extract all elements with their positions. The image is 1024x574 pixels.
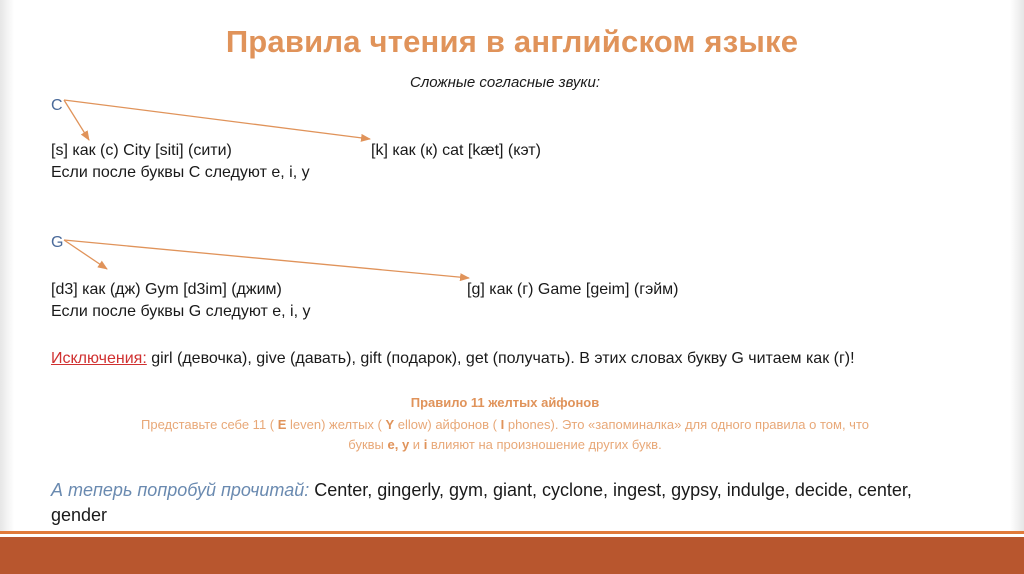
- exceptions-label: Исключения:: [51, 350, 147, 367]
- g-soft-arrow: [64, 240, 107, 269]
- rule-letter-i: I: [500, 417, 505, 432]
- footer-bar: [0, 537, 1024, 574]
- c-soft-sound: [s] как (с) City [siti] (сити): [51, 142, 232, 159]
- rule-text-part: Представьте себе 11 (: [141, 417, 278, 432]
- rule-letter-e: E: [277, 417, 287, 432]
- c-soft-arrow: [64, 100, 89, 140]
- rule-letters-ey: e, y: [387, 437, 410, 452]
- rule-text-part: ellow) айфонов (: [394, 417, 501, 432]
- g-rule: Если после буквы G следуют e, i, y: [51, 303, 311, 320]
- slide-subtitle: Сложные согласные звуки:: [410, 74, 600, 91]
- c-rule: Если после буквы С следуют e, i, y: [51, 164, 310, 181]
- c-hard-sound: [k] как (к) cat [kæt] (кэт): [371, 142, 541, 159]
- practice-lead: А теперь попробуй прочитай:: [51, 480, 310, 500]
- rule-title: Правило 11 желтых айфонов: [410, 395, 600, 410]
- exceptions-text: girl (девочка), give (давать), gift (подарок), get (получать). В этих словах букву G читаем как (г)!: [146, 350, 855, 367]
- rule-text-part: и: [409, 437, 424, 452]
- practice-words: Center, gingerly, gym, giant, cyclone, ingest, gypsy, indulge, decide, center, gender: [51, 480, 912, 525]
- footer-accent-line: [0, 531, 1024, 534]
- rule-text-part: влияют на произношение других букв.: [427, 437, 662, 452]
- letter-g: G: [51, 234, 64, 251]
- g-soft-sound: [d3] как (дж) Gym [d3im] (джим): [51, 281, 282, 298]
- rule-letter-y: Y: [385, 417, 395, 432]
- slide-title: Правила чтения в английском языке: [225, 24, 799, 59]
- rule-text-part: leven) желтых (: [286, 417, 386, 432]
- g-hard-arrow: [64, 240, 469, 278]
- rule-text-part: phones). Это «запоминалка» для одного правила о том, что: [504, 417, 869, 432]
- letter-c: C: [51, 97, 63, 114]
- g-hard-sound: [g] как (г) Game [geim] (гэйм): [467, 281, 679, 298]
- c-hard-arrow: [64, 100, 370, 139]
- rule-letter-i2: i: [423, 437, 428, 452]
- rule-text-part: буквы: [348, 437, 388, 452]
